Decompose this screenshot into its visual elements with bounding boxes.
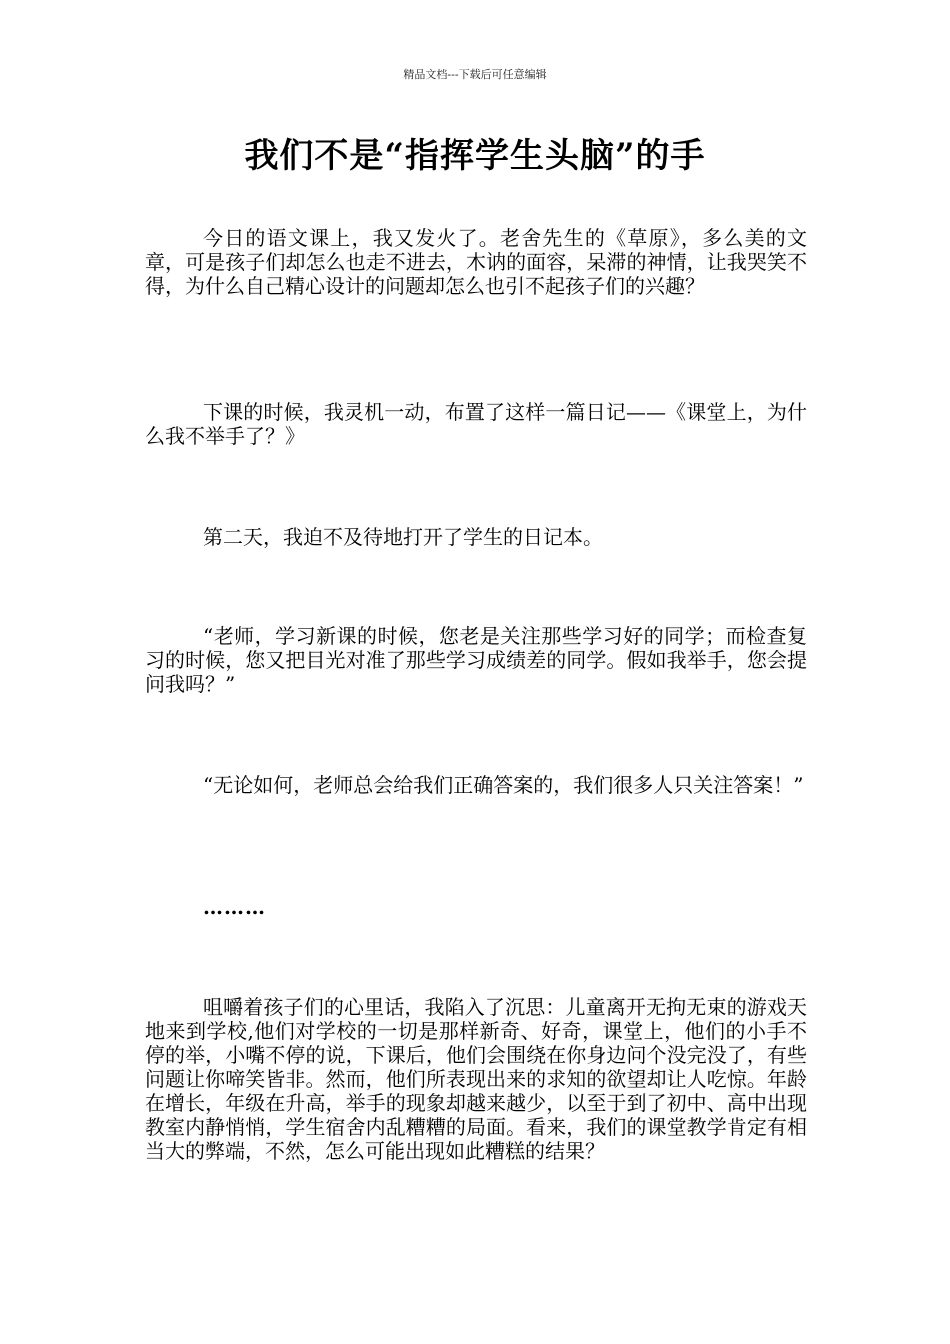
document-title: 我们不是“指挥学生头脑”的手 — [244, 136, 706, 176]
header-note: 精品文档---下载后可任意编辑 — [403, 68, 547, 81]
paragraph-1: 今日的语文课上，我又发火了。老舍先生的《草原》，多么美的文章，可是孩子们却怎么也走不进去，木讷的面容，呆滞的神情，让我哭笑不得，为什么自己精心设计的问题却怎么也引不起孩子们的兴趣？ — [145, 226, 807, 298]
ellipsis-line: ……… — [203, 895, 266, 919]
paragraph-3: 第二天，我迫不及待地打开了学生的日记本。 — [203, 525, 603, 549]
paragraph-4: “老师，学习新课的时候，您老是关注那些学习好的同学；而检查复习的时候，您又把目光对准了那些学习成绩差的同学。假如我举手，您会提问我吗？” — [145, 624, 807, 696]
paragraph-5: “无论如何，老师总会给我们正确答案的，我们很多人只关注答案！” — [203, 773, 804, 797]
paragraph-2: 下课的时候，我灵机一动，布置了这样一篇日记——《课堂上，为什么我不举手了？》 — [145, 400, 807, 448]
paragraph-6: 咀嚼着孩子们的心里话，我陷入了沉思：儿童离开无拘无束的游戏天地来到学校,他们对学校的一切是那样新奇、好奇，课堂上，他们的小手不停的举，小嘴不停的说，下课后，他们会围绕在你身边问个没完没了，有些问题让你啼笑皆非。然而，他们所表现出来的求知的欲望却让人吃惊。年龄在增长，年级在升高，举手的现象却越来越少，以至于到了初中、高中出现教室内静悄悄，学生宿舍内乱糟糟的局面。看来，我们的课堂教学肯定有相当大的弊端，不然，怎么可能出现如此糟糕的结果？ — [145, 995, 807, 1163]
